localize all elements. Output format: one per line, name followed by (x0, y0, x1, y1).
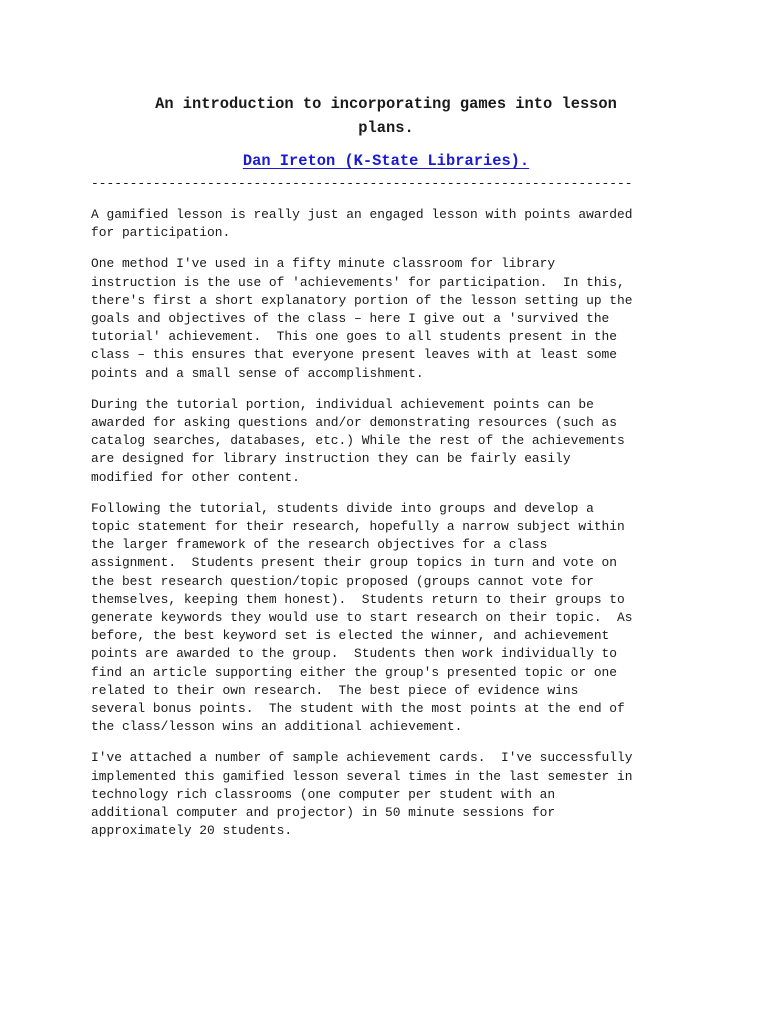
paragraph-2: One method I've used in a fifty minute classroom for library instruction is the use of 'achievements' for participation. In this, there's first a short explanatory portion of the lesson setting up the goals and objectives of the class – here I give out a 'survived the tutorial' achievement. This one goes to all students present in the class – this ensures that everyone present leaves with at least some points and a small sense of accomplishment. (91, 256, 633, 381)
author-line (91, 151, 681, 171)
separator-line: ---------------------------------------------------------------------- (91, 176, 633, 191)
document-body (91, 206, 681, 841)
title-line-1: An introduction to incorporating games into lesson (155, 95, 617, 113)
paragraph-1: A gamified lesson is really just an engaged lesson with points awarded for participation. (91, 207, 633, 241)
document-page (91, 92, 681, 854)
paragraph-5: I've attached a number of sample achievement cards. I've successfully implemented this gamified lesson several times in the last semester in technology rich classrooms (one computer per student with an additional computer and projector) in 50 minute sessions for approximately 20 students. (91, 750, 633, 839)
paragraph-4: Following the tutorial, students divide into groups and develop a topic statement for their research, hopefully a narrow subject within the larger framework of the research objectives for a class assignment. Students present their group topics in turn and vote on the best research question/topic proposed (groups cannot vote for themselves, keeping them honest). Students return to their groups to generate keywords they would use to start research on their topic. As before, the best keyword set is elected the winner, and achievement points are awarded to the group. Students then work individually to find an article supporting either the group's presented topic or one related to their own research. The best piece of evidence wins several bonus points. The student with the most points at the end of the class/lesson wins an additional achievement. (91, 500, 633, 735)
document-title (91, 92, 681, 140)
author-link[interactable]: Dan Ireton (K-State Libraries). (242, 152, 530, 170)
paragraph-3: During the tutorial portion, individual achievement points can be awarded for asking questions and/or demonstrating resources (such as catalog searches, databases, etc.) While the rest of the achievements are designed for library instruction they can be fairly easily modified for other content. (91, 396, 625, 485)
title-line-2: plans. (358, 119, 414, 137)
